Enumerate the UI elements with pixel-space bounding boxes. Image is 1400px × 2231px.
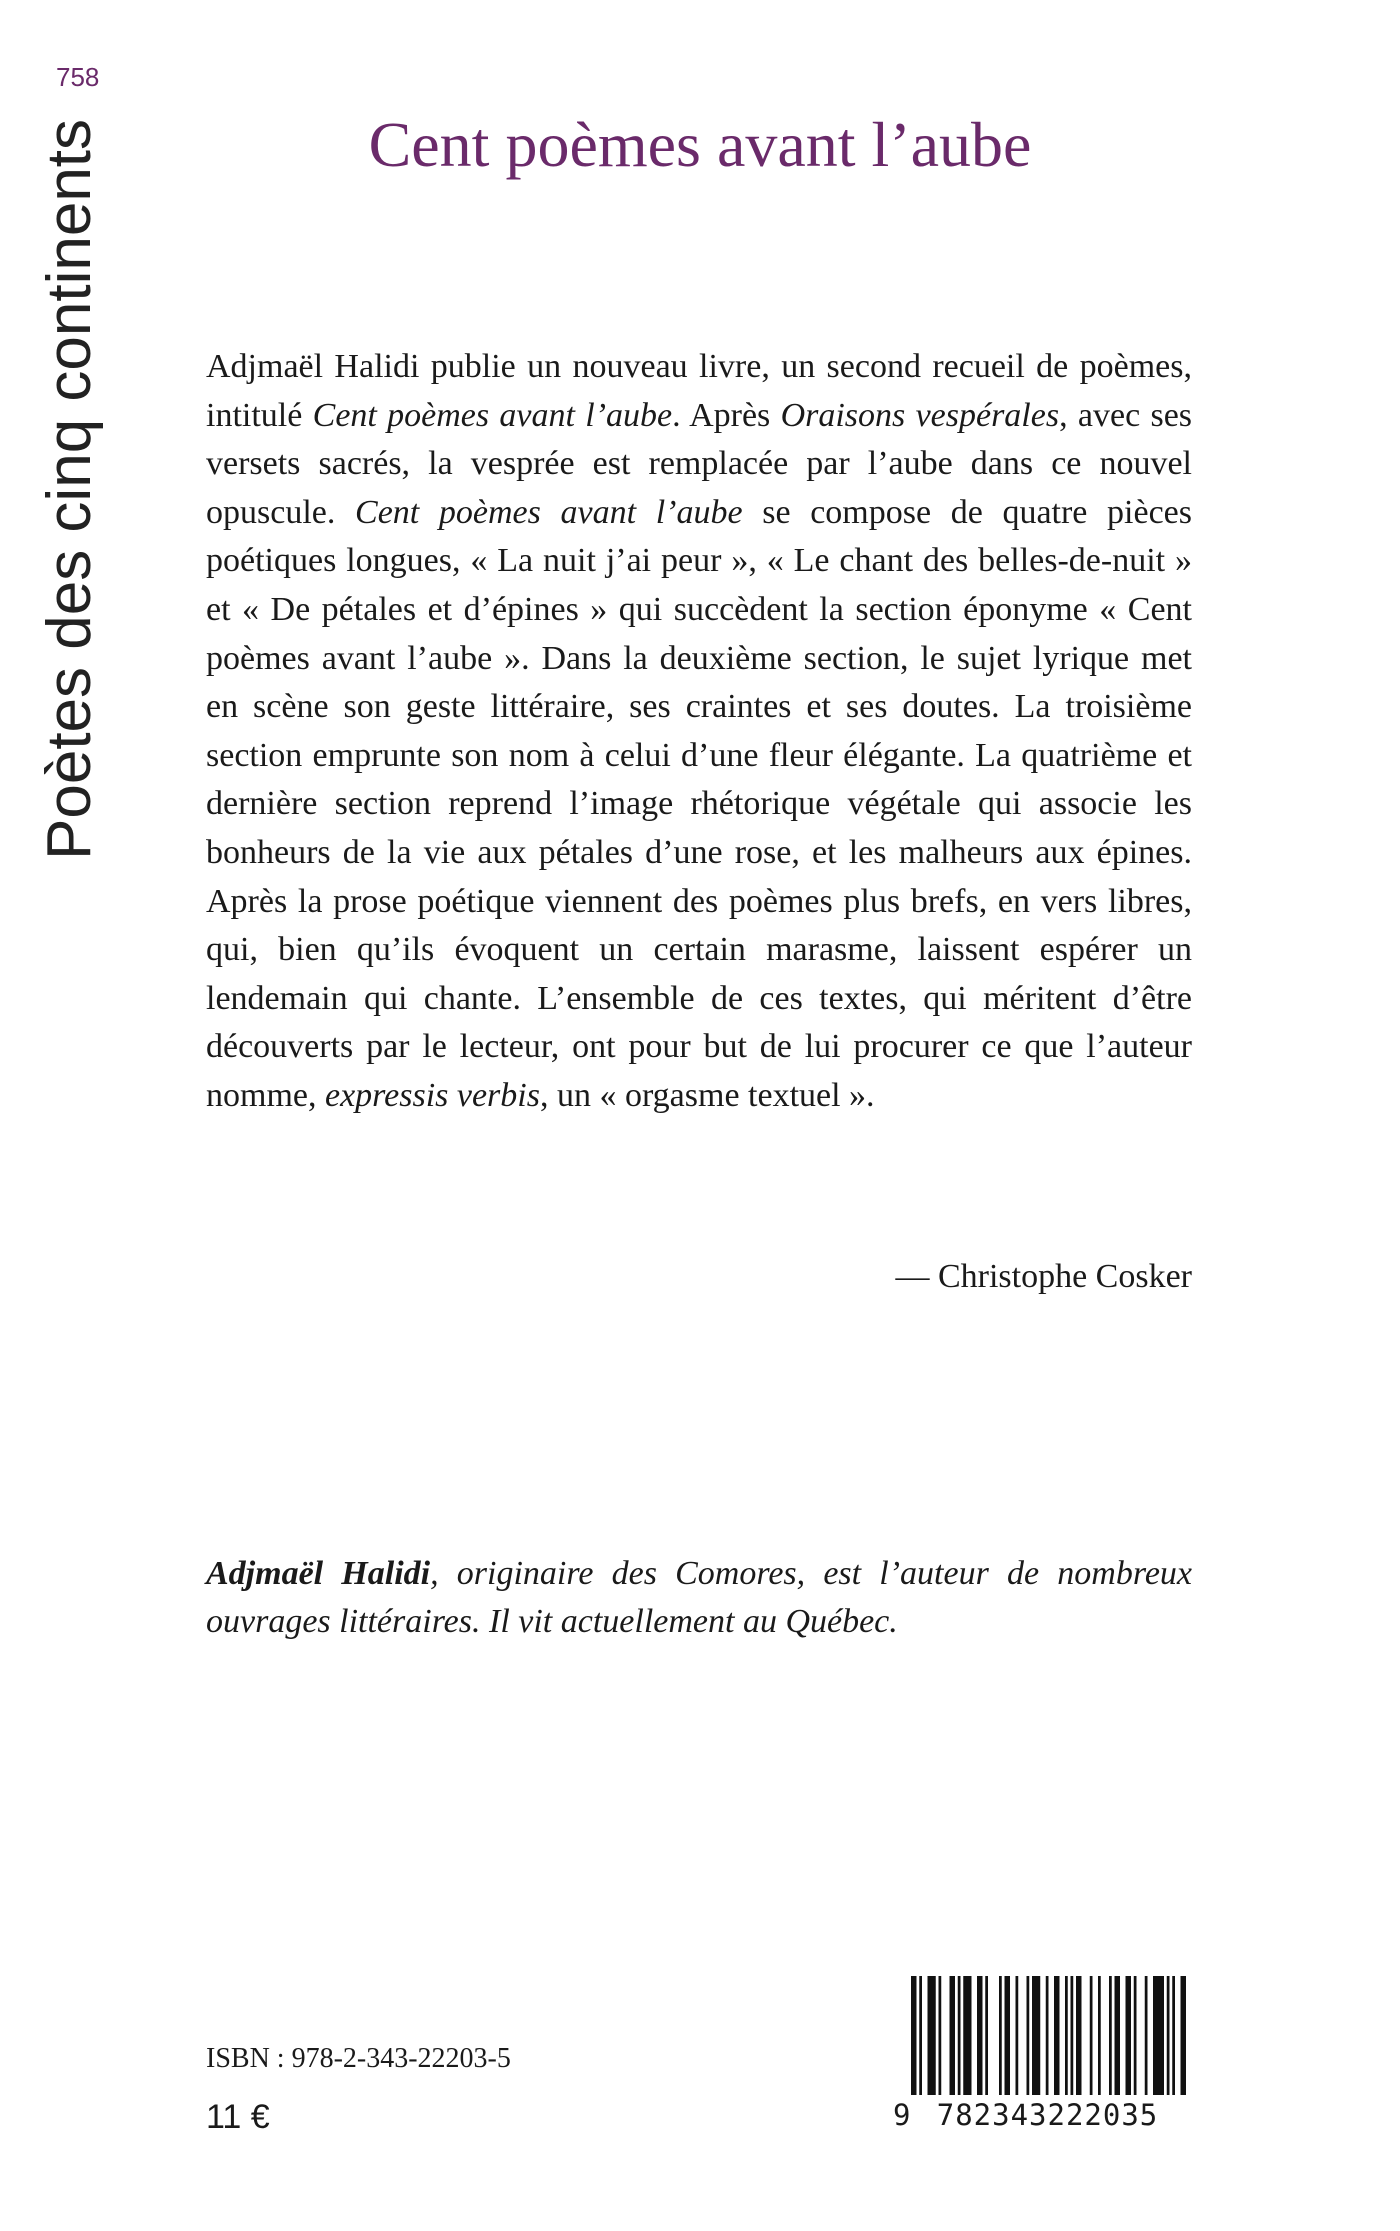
description-run: , un « orgasme textuel ». (539, 1076, 875, 1114)
series-number: 758 (56, 62, 100, 92)
description-italic-run: Cent poèmes avant l’aube (312, 396, 673, 434)
book-title (0, 108, 1400, 182)
barcode-bar (950, 1976, 956, 2102)
barcode-bar (1115, 1976, 1121, 2102)
barcode-bar (1076, 1976, 1082, 2102)
description-run: se compose de quatre pièces poétiques longues, « La nuit j’ai peur », « Le chant des belles-de-nuit » et « De pétales et d’épines » qui succèdent la section éponyme « Cent poèmes avant l’aube ». Dans la deuxième section, le sujet lyrique met en scène son geste littéraire, ses craintes et ses doutes. La troisième section emprunte son nom à celui d’une fleur élégante. La quatrième et dernière section reprend l’image rhétorique végétale qui associe les bonheurs de la vie aux pétales d’une rose, et les malheurs aux épines. Après la prose poétique viennent des poèmes plus brefs, en vers libres, qui, bien qu’ils évoquent un certain marasme, laissent espérer un lendemain qui chante. L’ensemble de ces textes, qui méritent d’être découverts par le lecteur, ont pour but de lui procurer ce que l’auteur nomme, (206, 493, 1192, 1114)
description-italic-run: Oraisons vespérales (780, 396, 1060, 434)
barcode-bar (985, 1976, 988, 2102)
barcode-bar (1098, 1976, 1101, 2102)
barcode-bar (1167, 1976, 1170, 2102)
description-italic-run: expressis verbis (324, 1076, 540, 1114)
barcode-lead-digit: 9 (893, 2098, 912, 2132)
back-cover-description (206, 343, 1192, 1121)
description-run: , avec ses versets sacrés, la vesprée est remplacée par l’aube dans ce nouvel opuscule. (206, 396, 1193, 531)
description-run: . Après (672, 396, 781, 434)
barcode-bar (999, 1976, 1002, 2102)
author-bio-text: , originaire des Comores, est l’auteur de nombreux ouvrages littéraires. Il vit actuellement au Québec. (206, 1555, 1192, 1640)
barcode-bar (1181, 1976, 1187, 2102)
barcode-bar (1109, 1976, 1112, 2102)
review-signature: — Christophe Cosker (895, 1258, 1192, 1295)
author-bio (206, 1550, 1192, 1646)
book-title-text: Cent poèmes avant l’aube (368, 109, 1032, 180)
barcode-bar (939, 1976, 942, 2102)
barcode-bar (1005, 1976, 1011, 2102)
barcode-bar (1054, 1976, 1060, 2102)
barcode-bar (1145, 1976, 1148, 2102)
barcode-bar (1172, 1976, 1175, 2102)
barcode-bar (928, 1976, 936, 2102)
barcode-bar (963, 1976, 971, 2102)
barcode-bar (1153, 1976, 1164, 2102)
barcode-bar (1065, 1976, 1068, 2102)
barcode-bar (1046, 1976, 1049, 2102)
author-name: Adjmaël Halidi (206, 1555, 431, 1592)
isbn: ISBN : 978-2-343-22203-5 (206, 2043, 511, 2074)
description-italic-run: Cent poèmes avant l’aube (355, 493, 743, 531)
barcode-bar (1027, 1976, 1030, 2102)
series-name: Poètes des cinq continents (35, 118, 104, 860)
price: 11 € (206, 2098, 270, 2136)
barcode-number: 782343222035 (936, 2098, 1159, 2132)
barcode-bar (958, 1976, 961, 2102)
barcode-bar (1032, 1976, 1040, 2102)
barcode-bar (1071, 1976, 1074, 2102)
barcode-bar (1016, 1976, 1019, 2102)
description-run: Adjmaël Halidi publie un nouveau livre, un second recueil de poèmes, intitulé (206, 348, 1192, 434)
barcode-bar (977, 1976, 983, 2102)
barcode-digits (895, 2095, 1200, 2135)
barcode (895, 1972, 1200, 2142)
barcode-bar (1090, 1976, 1093, 2102)
